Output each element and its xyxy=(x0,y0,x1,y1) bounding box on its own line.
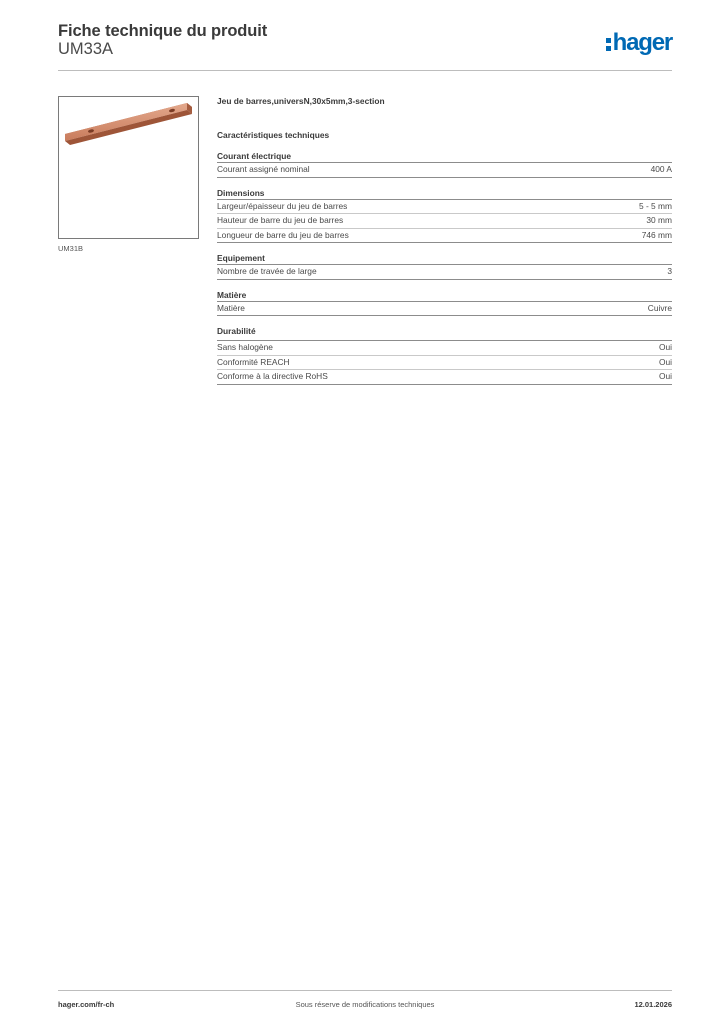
spec-row xyxy=(217,265,672,280)
spec-label: Nombre de travée de large xyxy=(217,266,317,276)
section-courant-electrique xyxy=(217,150,672,178)
spec-label: Courant assigné nominal xyxy=(217,164,310,174)
spec-label: Sans halogène xyxy=(217,342,273,352)
document-title: Fiche technique du produit xyxy=(58,22,268,40)
spec-row xyxy=(217,163,672,178)
spec-row xyxy=(217,370,672,385)
spec-value: 30 mm xyxy=(646,215,672,225)
section-durabilite xyxy=(217,325,672,385)
section-title: Dimensions xyxy=(217,187,672,200)
footer-website: hager.com/fr-ch xyxy=(58,1000,115,1009)
copper-busbar-icon xyxy=(59,97,198,238)
spec-value: Oui xyxy=(658,356,672,367)
section-title: Courant électrique xyxy=(217,150,672,163)
spec-row xyxy=(217,356,672,371)
footer-date: 12.01.2026 xyxy=(634,1000,672,1009)
spec-row xyxy=(217,341,672,356)
spec-row xyxy=(217,229,672,244)
product-image xyxy=(58,96,199,239)
hager-logo xyxy=(606,30,672,56)
spec-row xyxy=(217,200,672,215)
logo-colon-icon xyxy=(606,33,611,53)
spec-label: Conforme à la directive RoHS xyxy=(217,371,328,381)
spec-label: Conformité REACH xyxy=(217,356,290,367)
spec-value: 746 mm xyxy=(641,229,672,240)
technical-content xyxy=(217,95,672,385)
page-footer xyxy=(58,990,672,1009)
section-title: Durabilité xyxy=(217,326,256,336)
product-reference: UM33A xyxy=(58,40,114,58)
section-equipement xyxy=(217,252,672,280)
spec-value: Cuivre xyxy=(647,302,672,313)
spec-value: Oui xyxy=(658,371,672,381)
spec-label: Longueur de barre du jeu de barres xyxy=(217,229,349,240)
page-header xyxy=(58,22,672,71)
image-caption: UM31B xyxy=(58,244,84,253)
logo-text: hager xyxy=(612,29,672,56)
spec-label: Matière xyxy=(217,302,245,313)
section-title: Matière xyxy=(217,289,672,302)
section-matiere xyxy=(217,289,672,317)
spec-row xyxy=(217,214,672,229)
spec-label: Largeur/épaisseur du jeu de barres xyxy=(217,200,348,211)
spec-value: 400 A xyxy=(650,164,672,174)
footer-disclaimer: Sous réserve de modifications techniques xyxy=(295,1000,435,1009)
spec-value: Oui xyxy=(658,342,672,352)
spec-label: Hauteur de barre du jeu de barres xyxy=(217,215,344,225)
section-dimensions xyxy=(217,187,672,244)
technical-characteristics-title: Caractéristiques techniques xyxy=(217,130,330,140)
spec-row xyxy=(217,302,672,317)
spec-value: 3 xyxy=(667,266,672,276)
section-title: Equipement xyxy=(217,252,672,265)
spec-value: 5 - 5 mm xyxy=(638,200,672,211)
product-description: Jeu de barres,universN,30x5mm,3-section xyxy=(217,96,385,106)
